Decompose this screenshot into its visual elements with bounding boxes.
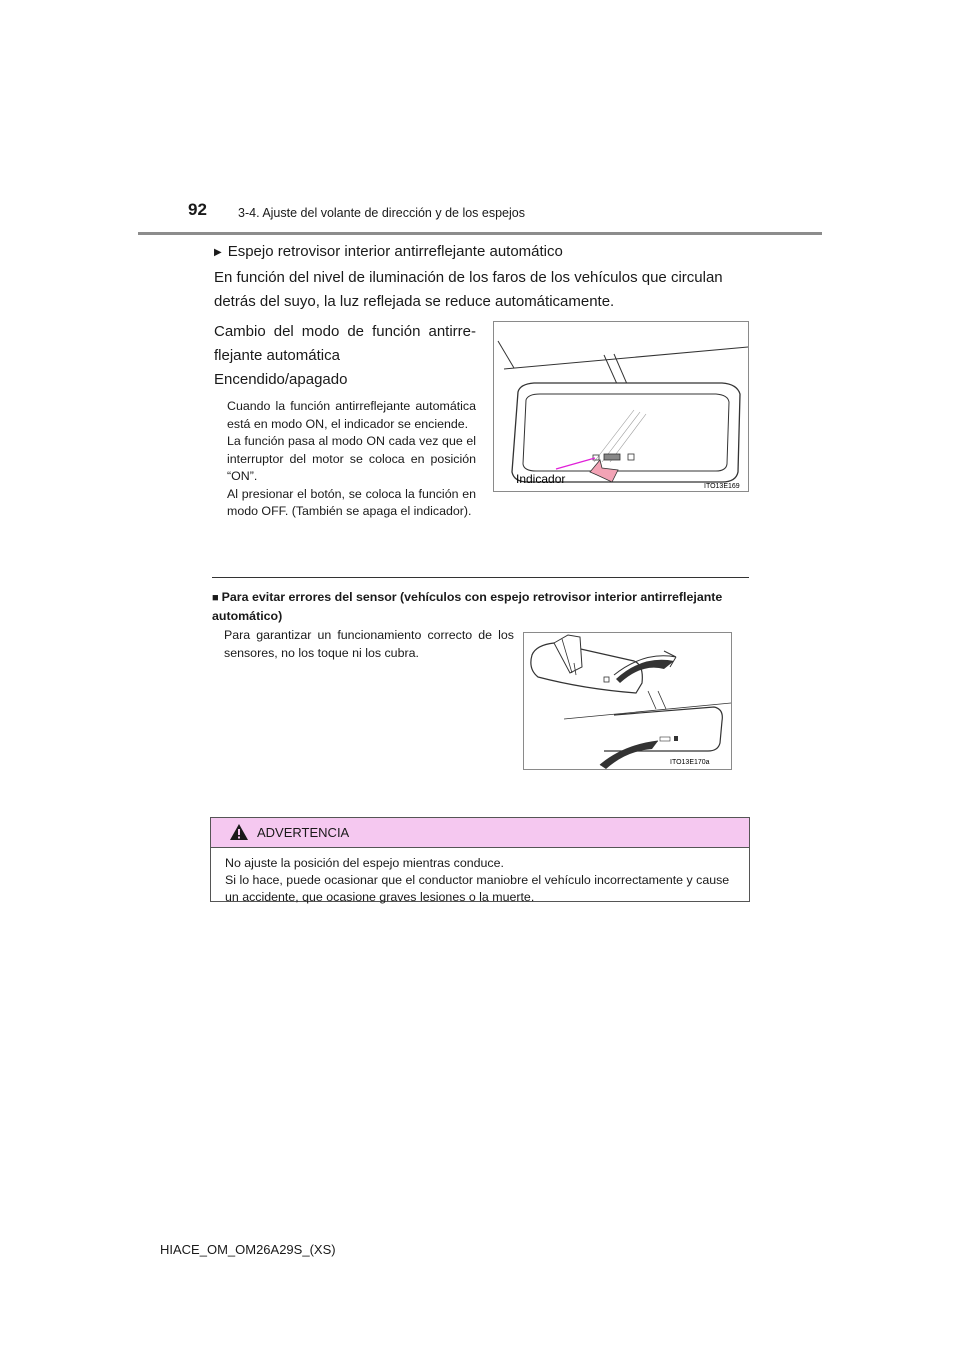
mode-details bbox=[214, 398, 476, 521]
page-number: 92 bbox=[188, 200, 207, 219]
square-bullet-icon: ■ bbox=[212, 592, 219, 604]
figure-code: ITO13E169 bbox=[704, 483, 740, 490]
note-separator bbox=[212, 577, 749, 578]
warning-header bbox=[211, 818, 749, 848]
figure-code: ITO13E170a bbox=[670, 759, 710, 766]
mode-description bbox=[214, 320, 476, 521]
subsection-heading-text: Espejo retrovisor interior antirreflejante automático bbox=[227, 243, 563, 260]
warning-box bbox=[210, 817, 750, 902]
detail-text: La función pasa al modo ON cada vez que el interruptor del motor se coloca en posición “ON”. bbox=[227, 434, 476, 483]
note-title-text: Para evitar errores del sensor (vehículos con espejo retrovisor interior antirreflejante automático) bbox=[212, 590, 723, 623]
note-title bbox=[212, 588, 752, 625]
header-rule bbox=[138, 232, 822, 235]
mirror-sensor-figure bbox=[523, 632, 732, 770]
mode-title: Cambio del modo de función antirreflejante automática bbox=[214, 323, 476, 364]
mirror-button-icon bbox=[604, 454, 620, 460]
mode-subtitle: Encendido/apagado bbox=[214, 371, 348, 388]
rear-sensor-icon bbox=[674, 736, 678, 741]
section-title: 3-4. Ajuste del volante de dirección y de los espejos bbox=[238, 206, 525, 220]
subsection-heading bbox=[214, 243, 563, 260]
warning-line: Si lo hace, puede ocasionar que el conductor maniobre el vehículo incorrectamente y cause un accidente, que ocasione graves lesiones o la muerte. bbox=[225, 873, 730, 904]
rear-view-mirror-illustration bbox=[494, 322, 748, 491]
warning-title: ADVERTENCIA bbox=[257, 825, 350, 840]
indicator-label: Indicador bbox=[516, 472, 566, 486]
footer-doc-code: HIACE_OM_OM26A29S_(XS) bbox=[160, 1242, 336, 1257]
mirror-indicator-figure bbox=[493, 321, 749, 492]
warning-text bbox=[225, 855, 740, 906]
warning-triangle-icon bbox=[229, 823, 249, 841]
mirror-sensor-illustration bbox=[524, 633, 731, 769]
note-body: Para garantizar un funcionamiento correcto de los sensores, no los toque ni los cubra. bbox=[224, 628, 514, 660]
detail-text: Cuando la función antirreflejante automática está en modo ON, el indicador se enciende. bbox=[227, 399, 476, 431]
intro-paragraph: En función del nivel de iluminación de los faros de los vehículos que circulan detrás del suyo, la luz reflejada se reduce automáticamente. bbox=[214, 269, 723, 310]
warning-line: No ajuste la posición del espejo mientras conduce. bbox=[225, 856, 504, 870]
triangle-bullet-icon: ▶ bbox=[214, 247, 222, 258]
detail-text: Al presionar el botón, se coloca la función en modo OFF. (También se apaga el indicador). bbox=[227, 486, 476, 518]
